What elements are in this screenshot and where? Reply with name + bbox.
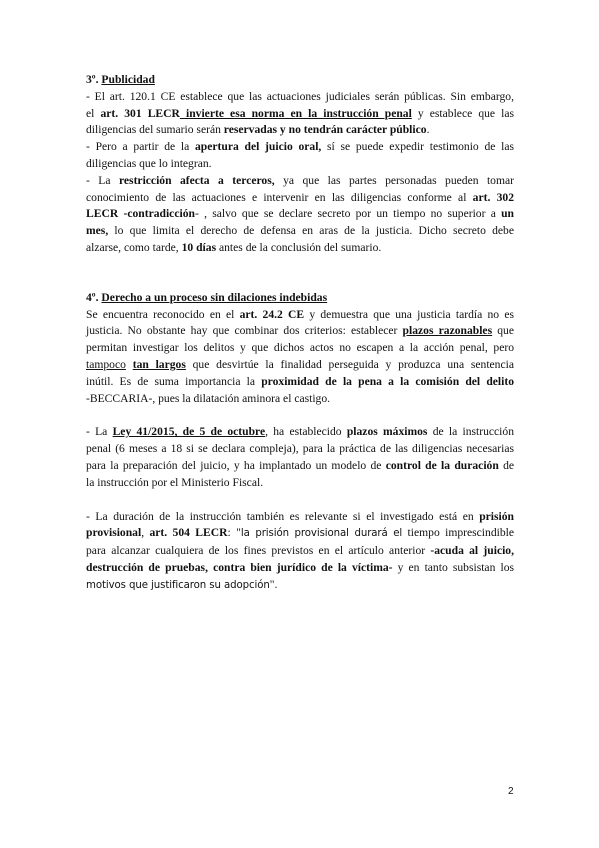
spacer (86, 492, 514, 509)
bold-run: -acuda al juicio, (430, 544, 515, 558)
paragraph-line (86, 357, 514, 374)
text-run: Se encuentra reconocido en el (86, 307, 240, 321)
heading-title: Derecho a un proceso sin dilaciones indebidas (101, 290, 328, 304)
paragraph-line (86, 190, 514, 207)
paragraph-line (86, 156, 514, 173)
text-run: penal (6 meses a 18 si se declara compleja), para la práctica de las diligencias necesarias (86, 442, 514, 456)
text-run: - El art. 120.1 CE establece que las actuaciones judiciales serán públicas. Sin embargo, (86, 89, 514, 103)
text-run: lo que limita el derecho de defensa en aras de la justicia. Dicho secreto debe (108, 224, 514, 238)
bold-run: restricción afecta a terceros, (118, 173, 275, 187)
text-run: diligencias del sumario serán (86, 123, 224, 137)
text-run: : " (227, 526, 241, 540)
bold-run: control de la duración (385, 458, 499, 472)
paragraph-line (86, 89, 514, 106)
underlined-run: tampoco (86, 357, 126, 371)
heading-number: 4º. (86, 290, 102, 304)
text-run: , ha establecido (265, 425, 347, 439)
section-dilaciones (86, 290, 514, 595)
bold-run: art. 24.2 CE (239, 307, 305, 321)
heading-title: Publicidad (101, 73, 155, 86)
text-run: ya que las partes personadas pueden tomar (274, 173, 514, 187)
paragraph-line (86, 106, 514, 123)
section-publicidad (86, 72, 514, 257)
page-number: 2 (508, 786, 514, 797)
underlined-bold-run: tan largos (132, 357, 186, 371)
bold-run: art. 302 (472, 190, 514, 204)
paragraph-line (86, 122, 514, 139)
spacer (86, 407, 514, 424)
text-run: y en tanto subsistan los (392, 560, 515, 574)
text-run: que desvirtúe la finalidad perseguida y produzca una sentencia (185, 357, 514, 371)
bold-run: un (501, 207, 515, 221)
document-page (86, 72, 514, 595)
text-run: - La (86, 425, 113, 439)
paragraph-line (86, 509, 514, 526)
text-run: tiempo imprescindible (402, 526, 515, 540)
text-run (126, 358, 133, 371)
text-run: el (86, 106, 101, 120)
paragraph-line (86, 391, 514, 408)
text-run: - , salvo que se declare secreto por un tiempo no superior a (194, 207, 502, 221)
bold-run: art. 301 LECR (100, 106, 180, 120)
bold-run: apertura del juicio oral, (195, 140, 322, 154)
paragraph-line (86, 577, 514, 595)
text-run: la instrucción por el Ministerio Fiscal. (86, 475, 264, 489)
text-run: de la instrucción (427, 425, 514, 439)
text-run: y demuestra que una justicia tardía no es (304, 307, 514, 321)
bold-run: prisión (479, 509, 514, 523)
paragraph-line (86, 560, 514, 577)
text-run: conocimiento de las actuaciones e intervenir en las diligencias conforme al (86, 190, 473, 204)
bold-run: plazos máximos (346, 425, 428, 439)
text-run: para alcanzar cualquiera de los fines previstos en el artículo anterior (86, 544, 431, 558)
bold-run: destrucción de pruebas, contra bien jurídico de la víctima- (86, 560, 393, 574)
text-run: diligencias que lo integran. (86, 156, 212, 170)
text-run: ". (269, 577, 278, 591)
underlined-bold-run: invierte esa norma en la instrucción penal (179, 106, 412, 120)
text-run: antes de la conclusión del sumario. (216, 240, 382, 254)
paragraph-line (86, 543, 514, 560)
paragraph-line (86, 475, 514, 492)
paragraph-line (86, 374, 514, 391)
text-run: para la preparación del juicio, y ha implantado un modelo de (86, 458, 386, 472)
text-run: inútil. Es de suma importancia la (86, 374, 262, 388)
text-run: y establece que las (411, 106, 515, 120)
bold-run: 10 días (181, 240, 217, 254)
paragraph-line (86, 240, 514, 257)
spacer (86, 257, 514, 290)
text-run: alzarse, como tarde, (86, 240, 182, 254)
paragraph-line (86, 206, 514, 223)
paragraph-line (86, 340, 514, 357)
paragraph-line (86, 307, 514, 324)
paragraph-line (86, 525, 514, 543)
text-run: justicia. No obstante hay que combinar dos criterios: establecer (86, 324, 403, 338)
paragraph-line (86, 139, 514, 156)
text-run: permitan investigar los delitos y que dichos actos no escapen a la acción penal, pero (86, 341, 514, 355)
text-run: que (492, 324, 514, 338)
bold-run: proximidad de la pena a la comisión del delito (261, 374, 515, 388)
text-run: - La (86, 173, 119, 187)
bold-run: provisional (86, 526, 142, 540)
text-run: , (141, 526, 150, 540)
underlined-bold-run: plazos razonables (402, 324, 493, 338)
text-run: . (426, 123, 430, 137)
section-heading (86, 72, 514, 89)
text-run: sí se puede expedir testimonio de las (321, 140, 514, 154)
paragraph-line (86, 441, 514, 458)
text-run: -BECCARIA-, pues la dilatación aminora el castigo. (86, 391, 331, 405)
paragraph-line (86, 173, 514, 190)
text-run: - La duración de la instrucción también es relevante si el investigado está en (86, 509, 480, 523)
bold-run: reservadas y no tendrán carácter público (223, 123, 427, 137)
heading-number: 3º. (86, 73, 102, 86)
paragraph-line (86, 424, 514, 441)
paragraph-line (86, 323, 514, 340)
bold-run: art. 504 LECR (149, 526, 228, 540)
text-run: de (498, 458, 515, 472)
bold-run: LECR -contradicción (86, 207, 195, 221)
text-run: - Pero a partir de la (86, 140, 195, 154)
underlined-bold-run: Ley 41/2015, de 5 de octubre (112, 425, 266, 439)
bold-run: mes, (86, 224, 109, 238)
paragraph-line (86, 458, 514, 475)
paragraph-line (86, 223, 514, 240)
section-heading (86, 290, 514, 307)
quoted-handwriting-run: motivos que justificaron su adopción (86, 579, 270, 591)
quoted-handwriting-run: la prisión provisional durará el (240, 528, 403, 540)
